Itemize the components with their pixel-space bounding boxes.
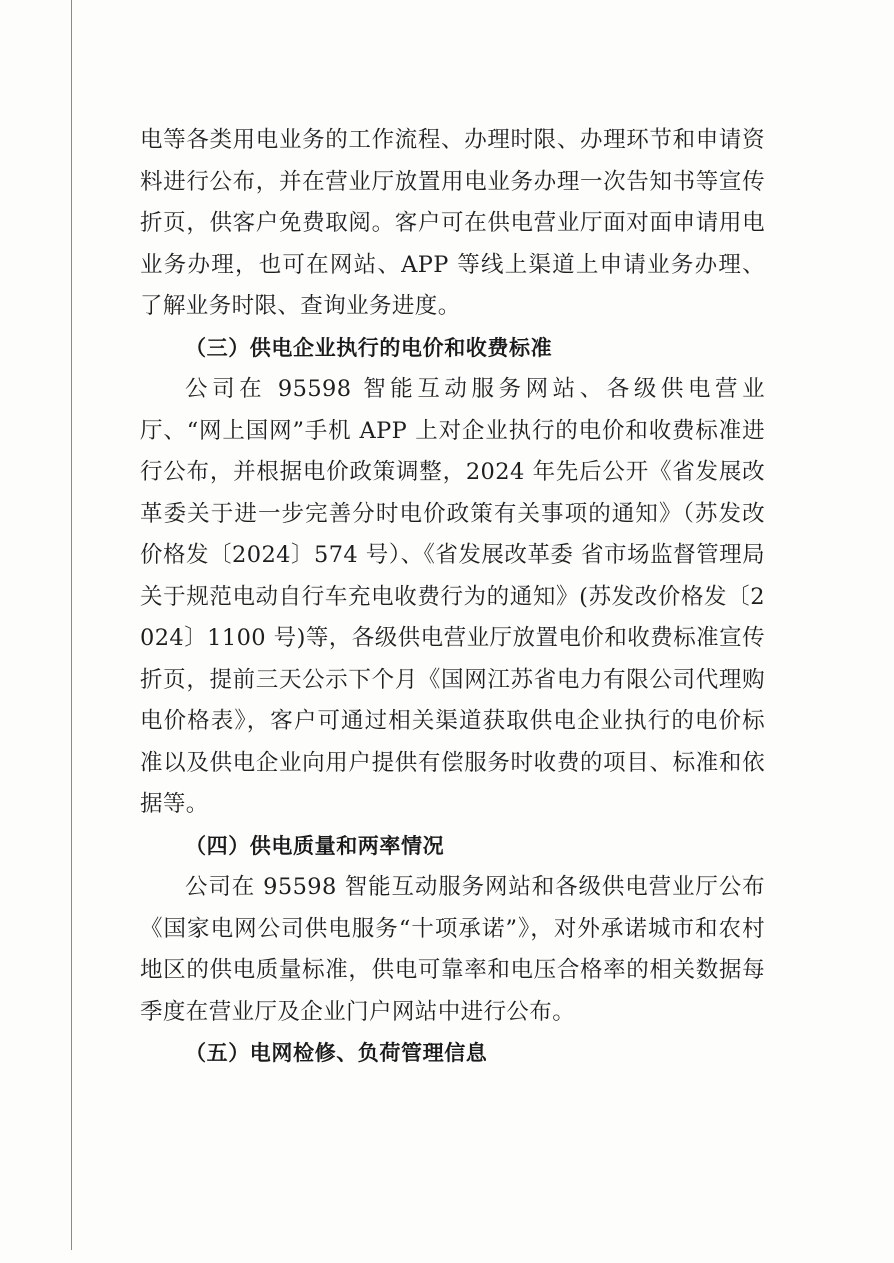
section-heading-3-price-and-fees: （三）供电企业执行的电价和收费标准 xyxy=(185,335,553,360)
document-body xyxy=(140,120,765,1075)
paragraph-business-process-disclosure: 电等各类用电业务的工作流程、办理时限、办理环节和申请资料进行公布，并在营业厅放置用电业务办理一次告知书等宣传折页，供客户免费取阅。客户可在供电营业厅面对面申请用电业务办理，也可在网站、APP 等线上渠道上申请业务办理、了解业务时限、查询业务进度。 xyxy=(140,127,765,319)
section-heading-5-maintenance-load: （五）电网检修、负荷管理信息 xyxy=(185,1041,488,1065)
binding-margin-line xyxy=(71,0,72,1250)
paragraph-supply-quality-disclosure: 公司在 95598 智能互动服务网站和各级供电营业厅公布《国家电网公司供电服务“十项承诺”》，对外承诺城市和农村地区的供电质量标准，供电可靠率和电压合格率的相关数据每季度在营业厅及企业门户网站中进行公布。 xyxy=(140,874,765,1025)
section-heading-4-supply-quality: （四）供电质量和两率情况 xyxy=(185,833,445,858)
paragraph-price-fee-disclosure: 公司在 95598 智能互动服务网站、各级供电营业厅、“网上国网”手机 APP 上对企业执行的电价和收费标准进行公布，并根据电价政策调整，2024 年先后公开《省发展改革委关于进一步完善分时电价政策有关事项的通知》（苏发改价格发〔2024〕574 号）、《省发展改革委 省市场监督管理局关于规范电动自行车充电收费行为的通知》(苏发改价格发〔2024〕1100 号)等，各级供电营业厅放置电价和收费标准宣传折页，提前三天公示下个月《国网江苏省电力有限公司代理购电价格表》，客户可通过相关渠道获取供电企业执行的电价标准以及供电企业向用户提供有偿服务时收费的项目、标准和依据等。 xyxy=(140,376,765,817)
